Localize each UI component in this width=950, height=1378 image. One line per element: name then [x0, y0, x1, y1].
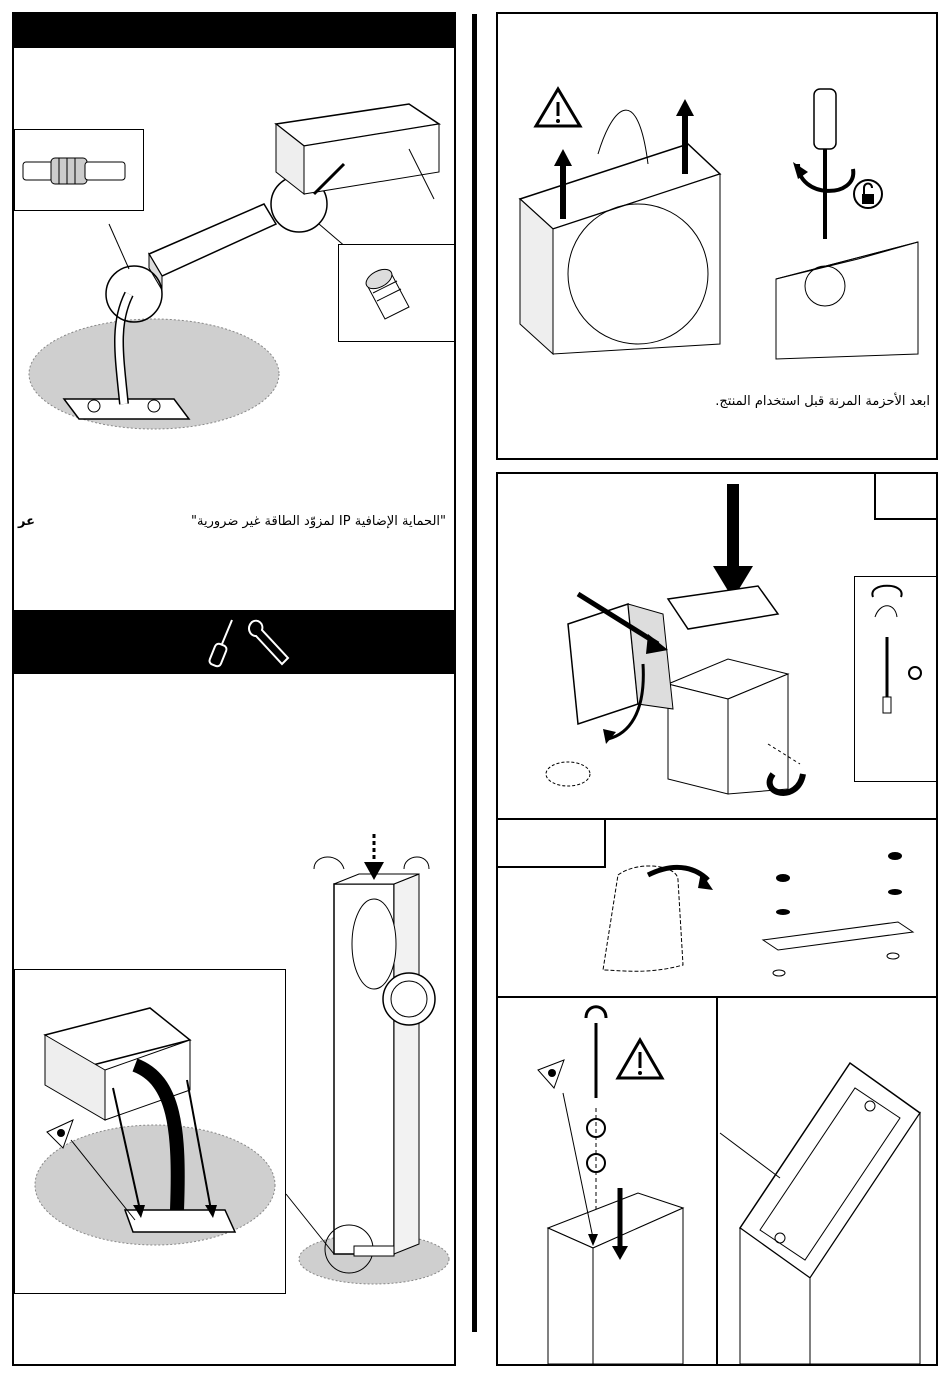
detail-circle-left	[106, 266, 162, 322]
strap-note: ابعد الأحزمة المرنة قبل استخدام المنتج.	[715, 394, 930, 409]
screwdriver-inset	[854, 576, 938, 782]
parts-bag	[603, 866, 683, 971]
panel-fix-plate	[496, 996, 938, 1366]
step1-header-bar	[14, 14, 454, 48]
panel-remove-straps	[496, 12, 938, 460]
panel-d-divider	[716, 998, 718, 1364]
module-insertion-illustration	[528, 474, 888, 804]
eye-icon-2	[538, 1060, 564, 1088]
cover-plate	[668, 586, 778, 629]
column-divider	[472, 14, 477, 1332]
screwdriver-icon	[204, 616, 244, 670]
connector-inset	[14, 129, 144, 211]
parts-bag-illustration	[498, 820, 938, 996]
cable-gland-inset	[338, 244, 456, 342]
screwdriver-handle	[814, 89, 836, 149]
plate-fixing-illustration	[498, 998, 716, 1364]
inset-leader-line	[286, 1194, 346, 1274]
panel-parts-bag	[496, 818, 938, 998]
step2-header-bar	[14, 610, 454, 674]
bulb	[546, 762, 590, 786]
warning-icon	[536, 89, 580, 126]
wrench-icon	[244, 616, 294, 670]
base-detail-inset	[14, 969, 286, 1294]
language-code: عر	[18, 514, 35, 529]
warning-icon-2	[618, 1040, 662, 1078]
strap-removal-illustration	[498, 14, 938, 374]
mounting-plate	[763, 922, 913, 950]
unlock-icon	[854, 180, 882, 208]
step1-note-text: "الحماية الإضافية IP لمزوّد الطاقة غير ضرورية"	[191, 514, 446, 529]
nut-icons	[773, 852, 902, 976]
power-driver	[149, 204, 276, 276]
pole-top-view-illustration	[720, 998, 938, 1364]
panel-insert-module	[496, 472, 938, 820]
left-column-frame	[12, 12, 456, 1366]
